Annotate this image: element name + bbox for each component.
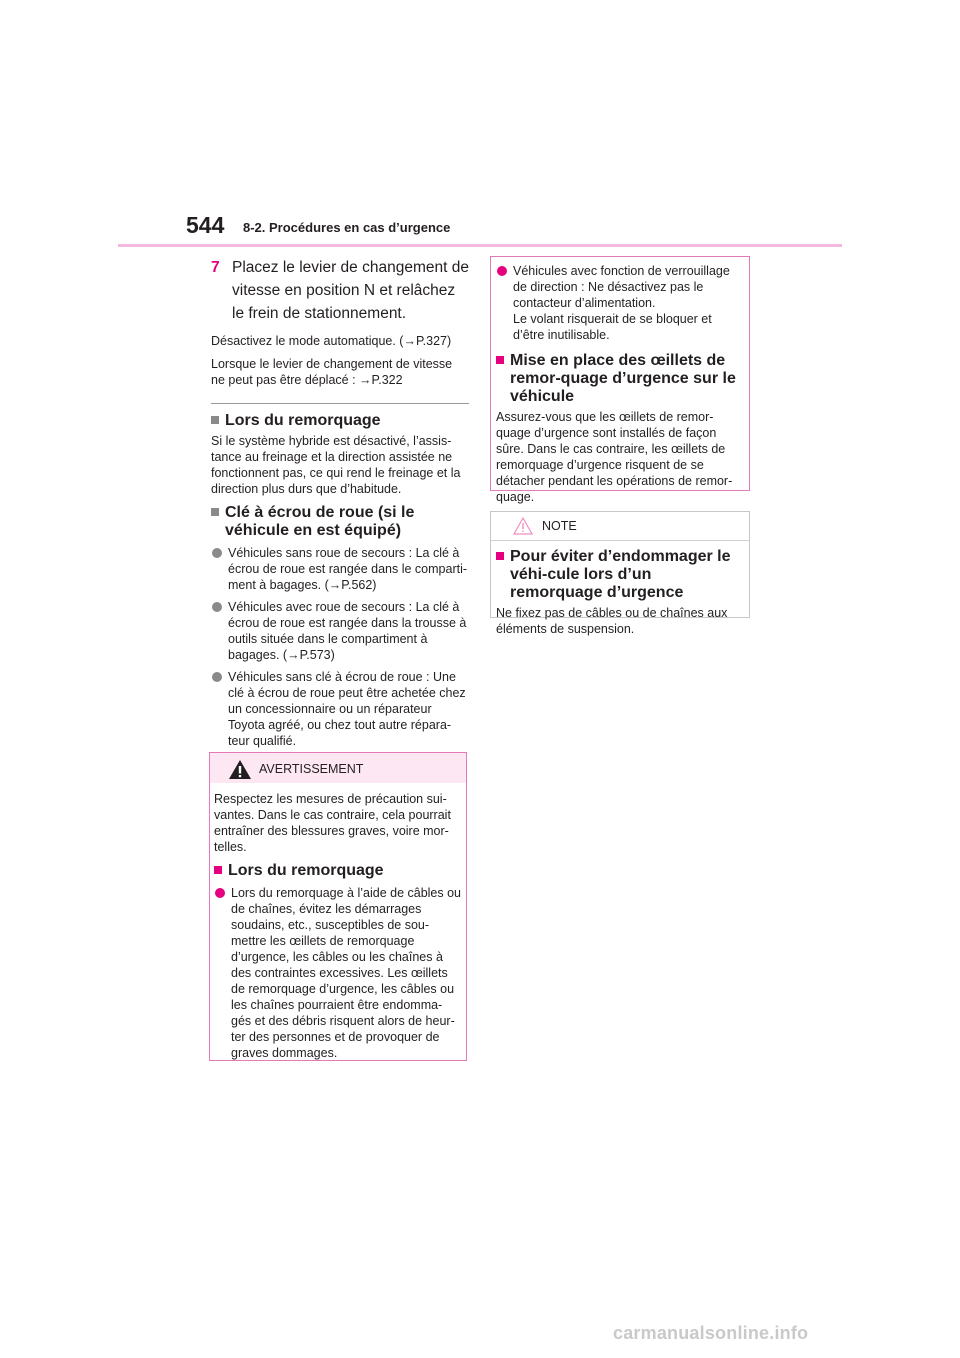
left-column [211, 256, 469, 755]
heading-text: Lors du remorquage [225, 412, 381, 429]
list-item-text-2: Le volant risquerait de se bloquer et d’être inutilisable. [513, 312, 712, 342]
paragraph-hybrid: Si le système hybride est désactivé, l’assis-tance au freinage et la direction assistée ne fonctionnent pas, ce qui rend le freinage et la direction plus durs que d’habitude. [211, 434, 461, 496]
list-item-text: Véhicules sans clé à écrou de roue : Une clé à écrou de roue peut être achetée chez un concessionnaire ou un réparateur Toyota agréé, ou chez tout autre répara-teur qualifié. [228, 670, 466, 748]
step-number: 7 [211, 259, 220, 276]
paragraph-oeillets: Assurez-vous que les œillets de remor-quage d’urgence sont installés de façon sûre. Dans le cas contraire, les œillets de remorquage d’urgence risquent de se détacher pendant les opérations de remor-quage. [496, 410, 733, 504]
square-bullet-icon [211, 508, 219, 516]
heading-text: Pour éviter d’endommager le véhi-cule lors d’un remorquage d’urgence [510, 548, 731, 601]
header-rule [118, 244, 842, 247]
list-item [211, 545, 469, 593]
heading-cle-ecrou [211, 504, 469, 540]
step-7 [211, 256, 469, 325]
list-item-text: Véhicules avec roue de secours : La clé à écrou de roue est rangée dans la trousse à outils située dans le compartiment à bagages. (→P.573) [228, 600, 467, 662]
circle-bullet-icon [212, 548, 222, 558]
heading-text: Lors du remorquage [228, 862, 384, 879]
note-content [491, 541, 749, 637]
step-text: Placez le levier de changement de vitesse en position N et relâchez le frein de stationnement. [232, 259, 469, 322]
square-bullet-icon [496, 356, 504, 364]
warning-heading [214, 862, 462, 880]
list-item [496, 263, 744, 343]
list-item [214, 885, 462, 1061]
list-item [211, 599, 469, 663]
divider [211, 403, 469, 404]
circle-bullet-icon [212, 672, 222, 682]
list-item-text: Véhicules avec fonction de verrouillage de direction : Ne désactivez pas le contacteur d’alimentation. [513, 264, 730, 310]
circle-bullet-icon [497, 266, 507, 276]
square-bullet-icon [214, 866, 222, 874]
list-item [211, 669, 469, 749]
note-title: NOTE [542, 519, 577, 533]
circle-bullet-icon [212, 602, 222, 612]
heading-oeillets [496, 352, 744, 406]
note-heading [496, 548, 744, 602]
page-number: 544 [186, 212, 225, 238]
warning-triangle-icon [228, 759, 252, 780]
note-paragraph: Ne fixez pas de câbles ou de chaînes aux éléments de suspension. [496, 606, 728, 636]
heading-remorquage [211, 412, 469, 430]
note-header [491, 512, 749, 541]
warning-header [210, 753, 466, 783]
warning-content [210, 783, 466, 1061]
heading-text: Mise en place des œillets de remor-quage d’urgence sur le véhicule [510, 352, 736, 405]
list-item-text: Véhicules sans roue de secours : La clé à écrou de roue est rangée dans le comparti-ment à bagages. (→P.562) [228, 546, 468, 592]
heading-text: Clé à écrou de roue (si le véhicule en est équipé) [225, 504, 415, 539]
warning-intro: Respectez les mesures de précaution sui-vantes. Dans le cas contraire, cela pourrait entraîner des blessures graves, voire mor-telles. [214, 792, 451, 854]
warning-box [209, 752, 467, 1061]
warning-continuation-box [490, 256, 750, 504]
watermark: carmanualsonline.info [613, 1323, 809, 1343]
list-item-text: Lors du remorquage à l’aide de câbles ou de chaînes, évitez les démarrages soudains, etc., susceptibles de sou-mettre les œillets de remorquage d’urgence, les câbles ou les chaînes à des contraintes excessives. Les œillets de remorquage d’urgence, les câbles ou les chaînes pourraient être endomma-gés et des débris risquent alors de heur-ter des personnes et de provoquer de graves dommages. [231, 886, 462, 1060]
square-bullet-icon [211, 416, 219, 424]
caution-triangle-icon [513, 517, 533, 535]
paragraph-lever: Lorsque le levier de changement de vitesse ne peut pas être déplacé : →P.322 [211, 357, 453, 387]
paragraph-auto-mode: Désactivez le mode automatique. (→P.327) [211, 334, 452, 348]
square-bullet-icon [496, 552, 504, 560]
warning-title: AVERTISSEMENT [259, 762, 364, 776]
section-title: 8-2. Procédures en cas d’urgence [243, 220, 451, 235]
circle-bullet-icon [215, 888, 225, 898]
note-box [490, 511, 750, 636]
